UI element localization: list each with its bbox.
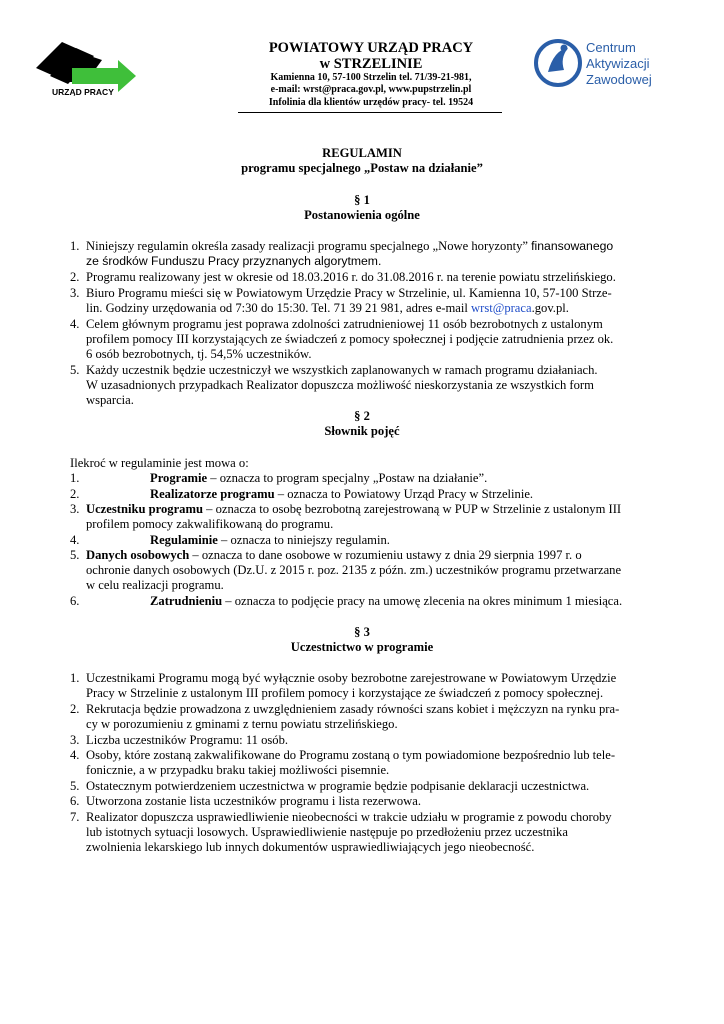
s1-item5-line2: W uzasadnionych przypadkach Realizator dopuszcza możliwość nieskorzystania ze wszystkich form xyxy=(86,378,594,392)
s1-item4-line3: 6 osób bezrobotnych, tj. 54,5% uczestników. xyxy=(86,347,312,361)
header-divider xyxy=(238,112,502,113)
s3-item1-line1: Uczestnikami Programu mogą być wyłącznie osoby bezrobotne zarejestrowane w Powiatowym Urzędzie xyxy=(86,671,617,685)
s1-item3-line1: Biuro Programu mieści się w Powiatowym Urzędzie Pracy w Strzelinie, ul. Kamienna 10, 57-100 Strze- xyxy=(86,286,612,300)
s1-item4-num: 4. xyxy=(70,317,80,331)
s3-item1-num: 1. xyxy=(70,671,80,685)
office-hotline: Infolinia dla klientów urzędów pracy- tel. 19524 xyxy=(268,96,474,108)
urzad-pracy-logo xyxy=(36,38,138,96)
s3-item6-num: 6. xyxy=(70,794,80,808)
s1-item1-line1: Niniejszy regulamin określa zasady realizacji programu specjalnego „Nowe horyzonty” finansowanego xyxy=(86,239,614,253)
section2-heading: Słownik pojęć xyxy=(324,424,400,438)
s3-item2-line1: Rekrutacja będzie prowadzona z uwzględnieniem zasady równości szans kobiet i mężczyzn na rynku pra- xyxy=(86,702,620,716)
s3-item4-line1: Osoby, które zostaną zakwalifikowane do Programu zostaną o tym powiadomione bezpośrednio lub tele- xyxy=(86,748,616,762)
s2-item1-num: 1. xyxy=(70,471,80,485)
s2-item3-line1: Uczestniku programu – oznacza to osobę bezrobotną zarejestrowaną w PUP w Strzelinie z ustalonym III xyxy=(86,502,622,516)
s2-item4-num: 4. xyxy=(70,533,80,547)
letterhead xyxy=(0,0,724,118)
s1-item5-num: 5. xyxy=(70,363,80,377)
section3-number: § 3 xyxy=(354,625,370,639)
s3-item4-num: 4. xyxy=(70,748,80,762)
s1-item4-line1: Celem głównym programu jest poprawa zdolności zatrudnieniowej 11 osób bezrobotnych z ustalonym xyxy=(86,317,603,331)
section1-number: § 1 xyxy=(354,193,370,207)
s1-item2-line1: Programu realizowany jest w okresie od 18.03.2016 r. do 31.08.2016 r. na terenie powiatu strzelińskiego. xyxy=(86,270,616,284)
s1-item5-line1: Każdy uczestnik będzie uczestniczył we wszystkich zaplanowanych w ramach programu działaniach. xyxy=(86,363,598,377)
s1-item3-line2: lin. Godziny urzędowania od 7:30 do 15:30. Tel. 71 39 21 981, adres e-mail wrst@praca.gov.pl. xyxy=(86,301,569,315)
s2-item6-line1: Zatrudnieniu – oznacza to podjęcie pracy na umowę zlecenia na okres minimum 1 miesiąca. xyxy=(150,594,623,608)
s3-item7-num: 7. xyxy=(70,810,80,824)
s1-item2-num: 2. xyxy=(70,270,80,284)
email-link[interactable]: wrst@praca xyxy=(471,301,532,315)
s2-item5-num: 5. xyxy=(70,548,80,562)
office-address: Kamienna 10, 57-100 Strzelin tel. 71/39-21-981, xyxy=(270,72,472,83)
caz-line1: Centrum xyxy=(586,40,636,55)
s3-item7-line2: lub istotnych sytuacji losowych. Usprawiedliwienie następuje po przedłożeniu przez uczestnika xyxy=(86,825,568,839)
s1-item1-num: 1. xyxy=(70,239,80,253)
s2-item5-line3: w celu realizacji programu. xyxy=(86,578,224,592)
s3-item3-num: 3. xyxy=(70,733,80,747)
s2-item4-line1: Regulaminie – oznacza to niniejszy regulamin. xyxy=(150,533,390,547)
s3-item7-line1: Realizator dopuszcza usprawiedliwienie nieobecności w trakcie udziału w programie z powodu choroby xyxy=(86,810,612,824)
office-header xyxy=(240,40,502,109)
s2-item5-line1: Danych osobowych – oznacza to dane osobowe w rozumieniu ustawy z dnia 29 sierpnia 1997 r. o xyxy=(86,548,582,562)
caz-logo xyxy=(534,36,684,90)
section2-number: § 2 xyxy=(354,409,370,423)
s3-item2-line2: cy w porozumieniu z gminami z ternu powiatu strzelińskiego. xyxy=(86,717,398,731)
s2-item2-line1: Realizatorze programu – oznacza to Powiatowy Urząd Pracy w Strzelinie. xyxy=(150,487,534,501)
s1-item5-line3: wsparcia. xyxy=(86,393,134,407)
s1-item4-line2: profilem pomocy III korzystających ze świadczeń z pomocy społecznej i podjęcie zatrudnienia przez ok. xyxy=(86,332,614,346)
s3-item5-num: 5. xyxy=(70,779,80,793)
s3-item4-line2: fonicznie, a w przypadku braku takiej możliwości pisemnie. xyxy=(86,763,390,777)
s2-item5-line2: ochronie danych osobowych (Dz.U. z 2015 r. poz. 2135 z późn. zm.) uczestników programu przetwarzane xyxy=(86,563,622,577)
s3-item7-line3: zwolnienia lekarskiego lub innych dokumentów usprawiedliwiających jego nieobecność. xyxy=(86,840,535,854)
s2-intro: Ilekroć w regulaminie jest mowa o: xyxy=(70,456,249,470)
section3-heading: Uczestnictwo w programie xyxy=(290,640,434,654)
s1-item3-num: 3. xyxy=(70,286,80,300)
doc-title: REGULAMIN xyxy=(322,146,402,160)
office-city: w STRZELINIE xyxy=(319,56,423,72)
caz-line3: Zawodowej xyxy=(586,72,652,87)
office-name: POWIATOWY URZĄD PRACY xyxy=(268,40,474,56)
office-contact: e-mail: wrst@praca.gov.pl, www.pupstrzelin.pl xyxy=(270,84,472,96)
s1-item1-line2: ze środków Funduszu Pracy przyznanych algorytmem. xyxy=(86,254,382,268)
s3-item1-line2: Pracy w Strzelinie z ustalonym III profilem pomocy i korzystające ze świadczeń z pomocy społecznej. xyxy=(86,686,604,700)
s2-item2-num: 2. xyxy=(70,487,80,501)
s2-item3-num: 3. xyxy=(70,502,80,516)
caz-line2: Aktywizacji xyxy=(586,56,650,71)
s3-item2-num: 2. xyxy=(70,702,80,716)
s2-item6-num: 6. xyxy=(70,594,80,608)
doc-subtitle: programu specjalnego „Postaw na działanie” xyxy=(241,161,483,175)
s3-item5-line1: Ostatecznym potwierdzeniem uczestnictwa w programie będzie podpisanie deklaracji uczestnictwa. xyxy=(86,779,590,793)
s2-item1-line1: Programie – oznacza to program specjalny „Postaw na działanie”. xyxy=(150,471,488,485)
s3-item3-line1: Liczba uczestników Programu: 11 osób. xyxy=(86,733,289,747)
s2-item3-line2: profilem pomocy zakwalifikowaną do programu. xyxy=(86,517,334,531)
s3-item6-line1: Utworzona zostanie lista uczestników programu i lista rezerwowa. xyxy=(86,794,422,808)
section1-heading: Postanowienia ogólne xyxy=(304,208,420,222)
left-logo-text: URZĄD PRACY xyxy=(52,87,114,96)
